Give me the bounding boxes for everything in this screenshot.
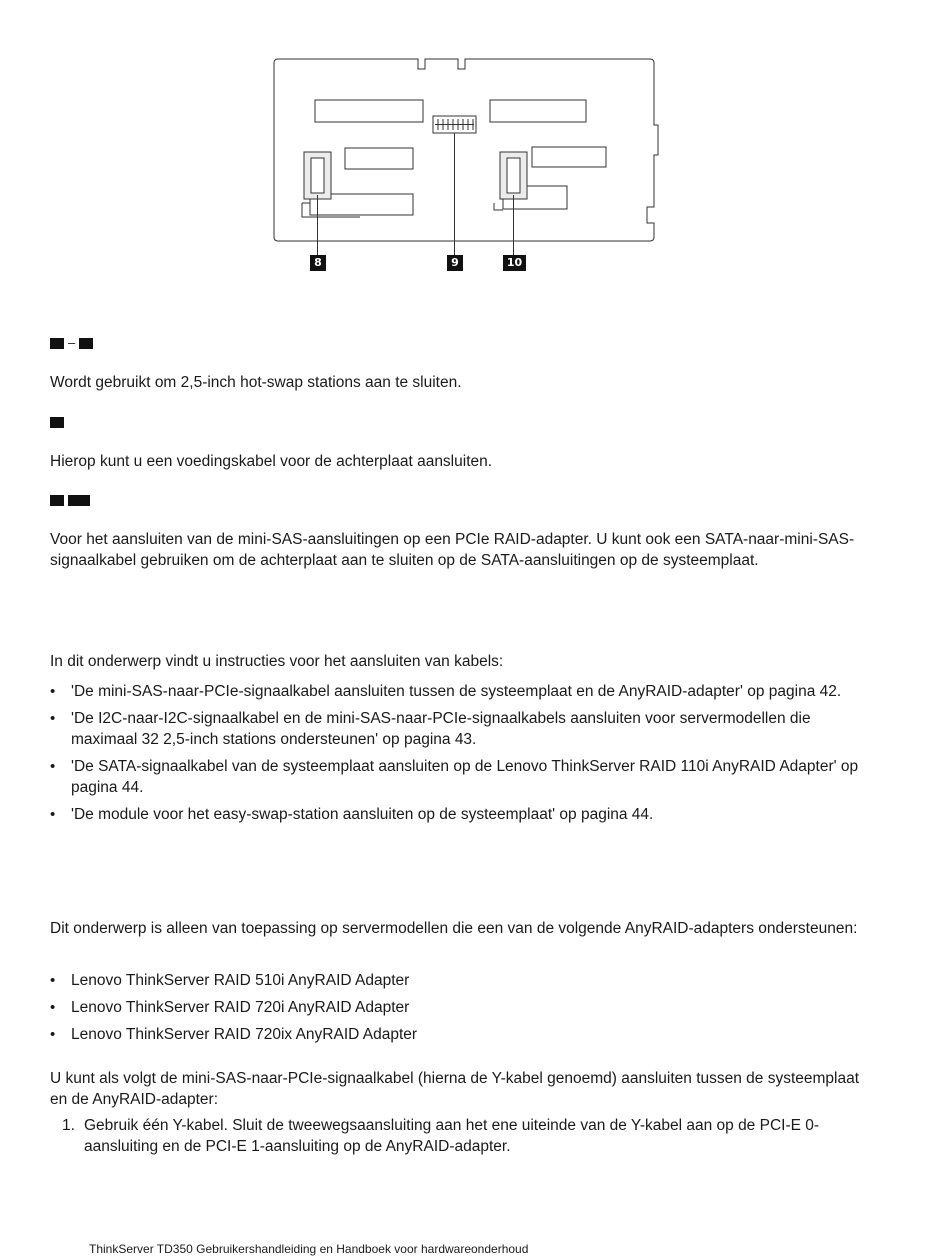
anyraid-how: U kunt als volgt de mini-SAS-naar-PCIe-signaalkabel (hierna de Y-kabel genoemd) aansluiten tussen de systeemplaat en de AnyRAID-adapter: <box>50 1070 860 1108</box>
topic-item[interactable]: • 'De SATA-signaalkabel van de systeemplaat aansluiten op de Lenovo ThinkServer RAID 110i AnyRAID Adapter' op pagina 44. <box>50 756 880 798</box>
slot-top-right <box>490 100 586 122</box>
section2-text: Hierop kunt u een voedingskabel voor de achterplaat aansluiten. <box>50 453 493 470</box>
backplane-illustration <box>270 55 660 275</box>
step-item <box>50 1115 880 1157</box>
callout-heading-9 <box>50 415 64 429</box>
page-footer: ThinkServer TD350 Gebruikershandleiding en Handboek voor hardwareonderhoud <box>89 1242 529 1256</box>
topic-item[interactable]: • 'De module voor het easy-swap-station aansluiten op de systeemplaat' op pagina 44. <box>50 804 880 825</box>
step-text: Gebruik één Y-kabel. Sluit de tweewegsaansluiting aan het ene uiteinde van de Y-kabel aan op de PCI-E 0-aansluiting en de PCI-E 1-aansluiting op de AnyRAID-adapter. <box>84 1117 820 1155</box>
callout-marker-8b <box>50 495 64 506</box>
callout-marker-9 <box>50 417 64 428</box>
topic-item[interactable]: • 'De mini-SAS-naar-PCIe-signaalkabel aansluiten tussen de systeemplaat en de AnyRAID-adapter' op pagina 42. <box>50 681 880 702</box>
board-outline <box>274 59 658 241</box>
callout-8: 8 <box>310 255 326 271</box>
topics-list <box>50 681 880 831</box>
adapter-item: • Lenovo ThinkServer RAID 720i AnyRAID Adapter <box>50 997 880 1018</box>
callout-10: 10 <box>503 255 526 271</box>
range-dash: – <box>68 335 76 350</box>
callout-9: 9 <box>447 255 463 271</box>
callout-marker-10 <box>79 338 93 349</box>
slot-top-left <box>315 100 423 122</box>
adapter-list <box>50 970 880 1051</box>
section1-text: Wordt gebruikt om 2,5-inch hot-swap stations aan te sluiten. <box>50 374 462 391</box>
callout-range-heading <box>50 336 93 350</box>
step-number: 1. <box>62 1117 75 1134</box>
topics-intro: In dit onderwerp vindt u instructies voor het aansluiten van kabels: <box>50 653 504 670</box>
steps-list <box>50 1115 880 1157</box>
adapter-item: • Lenovo ThinkServer RAID 720ix AnyRAID Adapter <box>50 1024 880 1045</box>
backplane-figure <box>270 55 660 275</box>
adapter-item: • Lenovo ThinkServer RAID 510i AnyRAID Adapter <box>50 970 880 991</box>
section3-text: Voor het aansluiten van de mini-SAS-aansluitingen op een PCIe RAID-adapter. U kunt ook een SATA-naar-mini-SAS-signaalkabel gebruiken om de achterplaat aan te sluiten op de SATA-aansluitingen op de systeemplaat. <box>50 531 855 569</box>
topic-item[interactable]: • 'De I2C-naar-I2C-signaalkabel en de mini-SAS-naar-PCIe-signaalkabels aansluiten voor servermodellen die maximaal 32 2,5-inch stations ondersteunen' op pagina 43. <box>50 708 880 750</box>
callout-marker-8 <box>50 338 64 349</box>
anyraid-intro: Dit onderwerp is alleen van toepassing op servermodellen die een van de volgende AnyRAID-adapters ondersteunen: <box>50 920 858 937</box>
callout-heading-8-10 <box>50 493 90 507</box>
callout-marker-10b <box>68 495 90 506</box>
